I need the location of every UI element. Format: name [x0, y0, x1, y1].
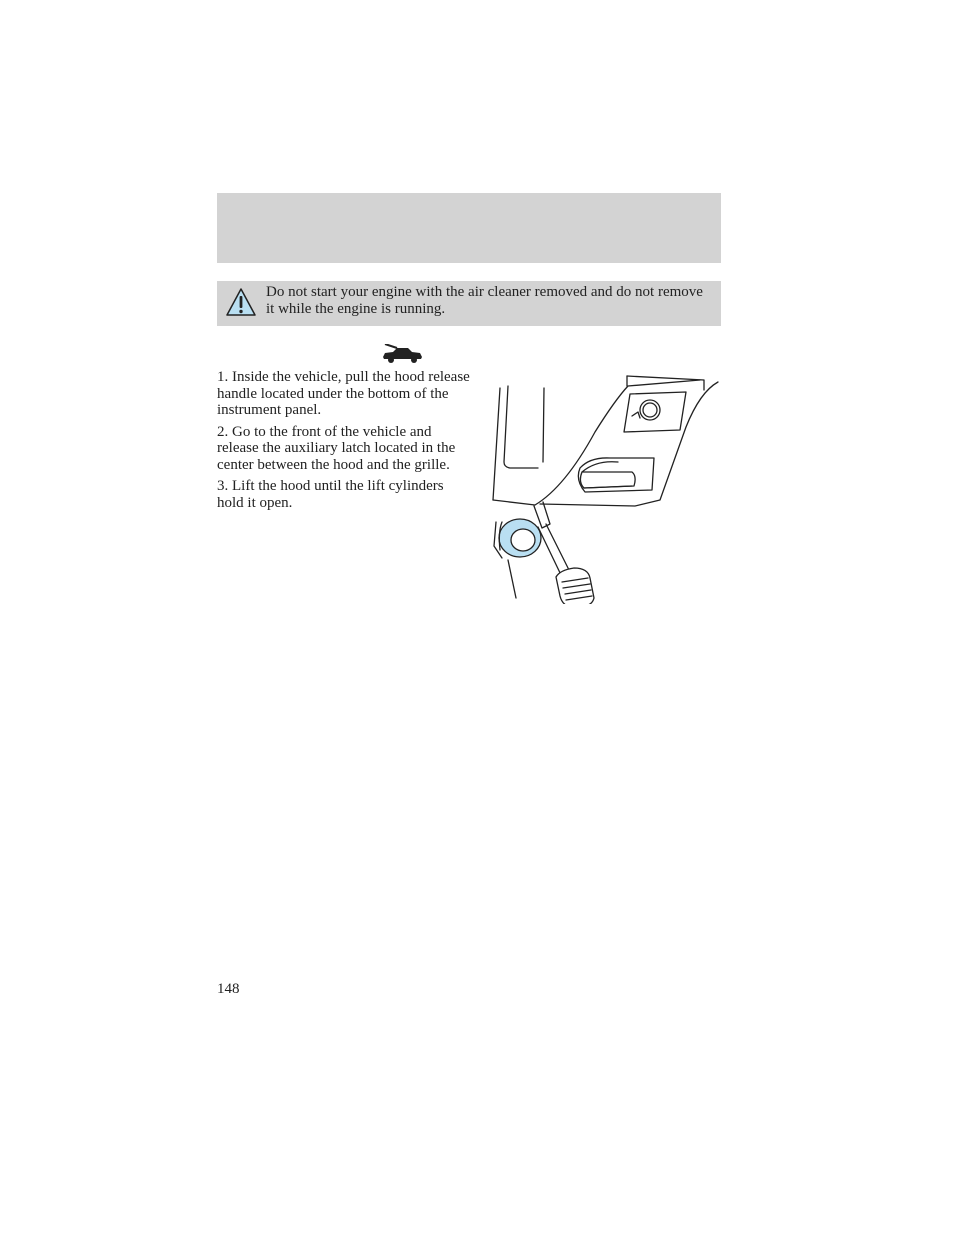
step-2: 2. Go to the front of the vehicle and release the auxiliary latch located in the center between the hood and the grille.	[217, 423, 456, 473]
car-hood-open-icon	[381, 344, 423, 364]
warning-text: Do not start your engine with the air cleaner removed and do not remove it while the engine is running.	[266, 284, 703, 317]
step-3: 3. Lift the hood until the lift cylinders hold it open.	[217, 478, 444, 511]
page-number: 148	[217, 981, 240, 997]
instruction-steps	[217, 369, 472, 516]
step-1: 1. Inside the vehicle, pull the hood release handle located under the bottom of the instrument panel.	[217, 369, 470, 418]
warning-triangle-icon	[225, 287, 257, 317]
header-band	[217, 193, 721, 263]
warning-box	[217, 281, 721, 326]
hood-release-handle-illustration	[490, 372, 722, 604]
